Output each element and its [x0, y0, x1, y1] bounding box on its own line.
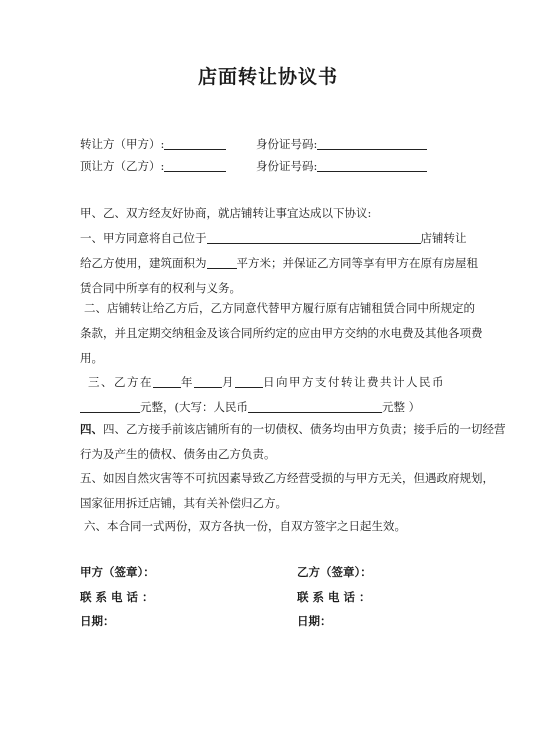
clause-5-line-1: 五、如因自然灾害等不可抗因素导致乙方经营受损的与甲方无关，但遇政府规划，: [80, 471, 494, 485]
clause-2-line-2: 条款，并且定期交纳租金及该合同所约定的应由甲方交纳的水电费及其他各项费: [80, 326, 483, 340]
transferor-id-label: 身份证号码:: [256, 137, 318, 151]
party-b-phone[interactable]: 联 系 电 话 ：: [297, 590, 371, 604]
clause-1-line-1: 一、甲方同意将自己位于 店铺转让: [80, 231, 467, 245]
clause-4-line-1: 四、四、乙方接手前该店铺所有的一切债权、债务均由甲方负责；接手后的一切经营: [80, 422, 506, 436]
day-blank[interactable]: [235, 375, 263, 388]
fee-uppercase-blank[interactable]: [248, 400, 382, 413]
party-b-signature[interactable]: 乙方（签章）：: [297, 565, 372, 579]
transferor-label: 转让方（甲方）:: [80, 137, 165, 151]
clause-2: [80, 296, 483, 371]
transferee-id-label: 身份证号码:: [256, 159, 318, 173]
year-blank[interactable]: [153, 375, 181, 388]
clause-3-line-2: 元整，(大写：人民币 元整 ）: [80, 395, 420, 420]
party-a-date[interactable]: 日期：: [80, 614, 115, 628]
area-blank[interactable]: [207, 256, 237, 269]
party-a-signature[interactable]: 甲方（签章）：: [80, 565, 155, 579]
transferor-id-blank[interactable]: [317, 137, 427, 150]
clause-1-line-3: 赁合同中所享有的权利与义务。: [80, 281, 241, 295]
transferee-label: 顶让方（乙方）:: [80, 159, 165, 173]
clause-5-line-2: 国家征用拆迁店铺，其有关补偿归乙方。: [80, 496, 287, 510]
transferor-id-row: [256, 136, 427, 152]
transferee-id-blank[interactable]: [317, 159, 427, 172]
clause-2-line-3: 用。: [80, 351, 103, 365]
clause-6: 六、本合同一式两份，双方各执一份，自双方签字之日起生效。: [84, 519, 406, 533]
clause-1-line-2: 给乙方使用，建筑面积为 平方米；并保证乙方同等享有甲方在原有房屋租: [80, 256, 478, 270]
transferee-row: [80, 158, 226, 174]
intro-text: 甲、乙、双方经友好协商，就店铺转让事宜达成以下协议:: [80, 206, 372, 220]
transferee-name-blank[interactable]: [164, 159, 226, 172]
clause-5: [80, 466, 494, 516]
body-block-1: [80, 201, 478, 301]
transferor-row: [80, 136, 226, 152]
document-title: 店面转让协议书: [197, 66, 338, 88]
shop-location-blank[interactable]: [207, 231, 421, 244]
clause-3-line-1: 三、乙方在 年 月 日向甲方支付转让费共计人民币: [88, 375, 445, 389]
clause-2-line-1: 二、店铺转让给乙方后，乙方同意代替甲方履行原有店铺租赁合同中所规定的: [84, 301, 475, 315]
transferor-name-blank[interactable]: [164, 137, 226, 150]
party-a-phone[interactable]: 联 系 电 话 ：: [80, 590, 154, 604]
party-b-date[interactable]: 日期：: [297, 614, 332, 628]
transferee-id-row: [256, 158, 427, 174]
month-blank[interactable]: [194, 375, 222, 388]
fee-amount-blank[interactable]: [80, 400, 140, 413]
clause-4: [80, 417, 506, 467]
clause-4-line-2: 行为及产生的债权、债务由乙方负责。: [80, 447, 276, 461]
